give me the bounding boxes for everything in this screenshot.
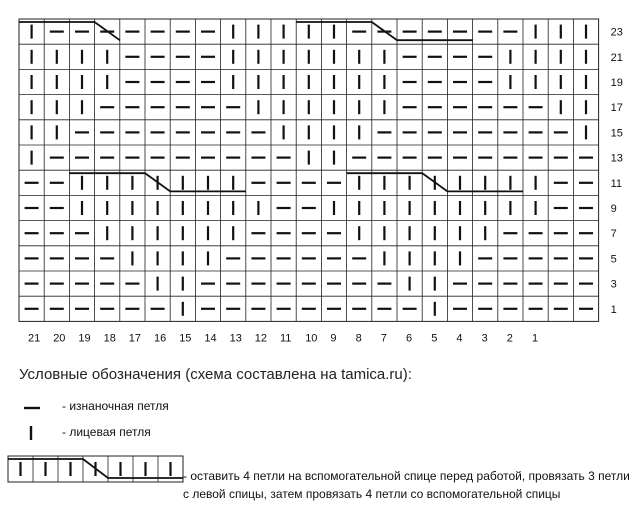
- row-number: 7: [610, 228, 617, 241]
- row-number: 3: [610, 278, 617, 291]
- legend-knit-label: - лицевая петля: [62, 425, 151, 439]
- chart-grid: [19, 19, 599, 321]
- column-number: 14: [204, 332, 217, 345]
- legend-symbols: [8, 408, 183, 482]
- column-number: 5: [431, 332, 438, 345]
- column-number: 1: [532, 332, 539, 345]
- column-number: 18: [103, 332, 116, 345]
- row-number: 23: [610, 26, 623, 39]
- column-number: 20: [53, 332, 66, 345]
- row-number: 1: [610, 303, 617, 316]
- cable-cross-line: [296, 22, 472, 40]
- row-number: 13: [610, 152, 623, 165]
- column-number: 3: [481, 332, 488, 345]
- column-number: 6: [406, 332, 413, 345]
- row-number: 9: [610, 203, 617, 215]
- column-number: 21: [28, 332, 41, 345]
- column-number: 15: [179, 332, 192, 345]
- legend-title: Условные обозначения (схема составлена на tamica.ru):: [19, 366, 412, 383]
- row-number: 11: [610, 177, 623, 190]
- row-number: 17: [610, 102, 623, 115]
- column-number: 13: [229, 332, 242, 345]
- column-number: 12: [254, 332, 268, 345]
- column-number: 4: [456, 332, 463, 345]
- chart-symbols: [19, 22, 593, 316]
- column-number: 7: [380, 332, 387, 345]
- row-number: 19: [610, 77, 623, 89]
- legend-purl-label: - изнаночная петля: [62, 399, 169, 413]
- row-number-labels: [611, 27, 623, 316]
- column-number: 19: [78, 332, 91, 345]
- row-number: 5: [610, 253, 617, 266]
- row-number: 21: [610, 51, 623, 64]
- column-number: 11: [280, 332, 292, 345]
- column-number: 10: [305, 332, 318, 345]
- legend-cable-label: - оставить 4 петли на вспомогательной спице перед работой, провязать 3 петли с левой спицы, затем провязать 4 петли со вспомогательной спицы: [183, 469, 630, 501]
- column-number: 9: [330, 332, 337, 345]
- column-number: 16: [154, 332, 167, 345]
- column-number: 17: [128, 332, 142, 345]
- column-number-labels: [28, 332, 538, 344]
- row-number: 15: [610, 127, 623, 140]
- column-number: 2: [506, 332, 513, 345]
- column-number: 8: [355, 332, 362, 345]
